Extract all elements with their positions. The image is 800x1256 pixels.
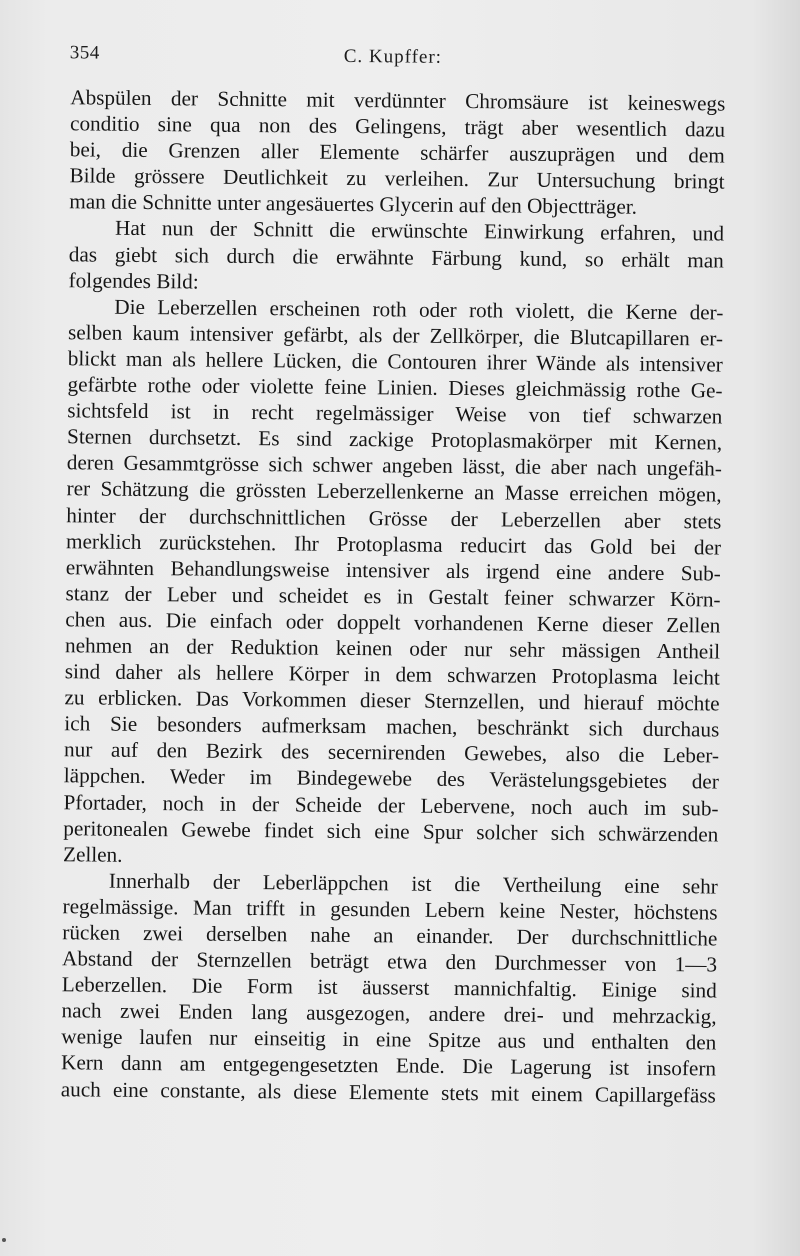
running-head: C. Kupffer: bbox=[343, 45, 443, 68]
text-line: nur auf den Bezirk des secernirenden Gewebes, also die Leber- bbox=[63, 737, 720, 768]
text-line: Abspülen der Schnitte mit verdünnter Chromsäure ist keineswegs bbox=[70, 85, 726, 116]
scan-speck bbox=[2, 1238, 6, 1242]
text-line: hinter der durchschnittlichen Grösse der Leberzellen aber stets bbox=[66, 502, 722, 534]
text-line: Zellen. bbox=[62, 841, 123, 867]
text-line: chen aus. Die einfach oder doppelt vorhandenen Kerne dieser Zellen bbox=[65, 607, 721, 638]
text-line: deren Gesammtgrösse sich schwer angeben lässt, die aber nach ungefäh- bbox=[66, 450, 722, 481]
text-line: das giebt sich durch die erwähnte Färbung kund, so erhält man bbox=[68, 241, 724, 273]
text-line: Leberzellen. Die Form ist äusserst mannichfaltig. Einige sind bbox=[61, 972, 717, 1003]
text-line: blickt man als hellere Lücken, die Contouren ihrer Wände als intensiver bbox=[67, 346, 723, 377]
text-line: zu erblicken. Das Vorkommen dieser Sternzellen, und hierauf möchte bbox=[64, 685, 720, 716]
text-line: conditio sine qua non des Gelingens, trägt aber wesentlich dazu bbox=[69, 111, 726, 142]
text-line: wenige laufen nur einseitig in eine Spitze aus und enthalten den bbox=[61, 1024, 717, 1055]
text-line: selben kaum intensiver gefärbt, als der Zellkörper, die Blutcapillaren er- bbox=[67, 320, 724, 351]
text-line: stanz der Leber und scheidet es in Gestalt feiner schwarzer Körn- bbox=[65, 581, 721, 612]
text-line: auch eine constante, als diese Elemente stets mit einem Capillargefäss bbox=[60, 1076, 716, 1108]
text-line: rer Schätzung die grössten Leberzellenkerne an Masse erreichen mögen, bbox=[66, 476, 722, 507]
text-line: gefärbte rothe oder violette feine Linien. Dieses gleichmässig rothe Ge- bbox=[67, 372, 723, 403]
text-line: Kern dann am entgegengesetzten Ende. Die Lagerung ist insofern bbox=[60, 1050, 717, 1081]
page-number: 354 bbox=[69, 42, 100, 64]
text-line: Pfortader, noch in der Scheide der Lebervene, noch auch im sub- bbox=[63, 789, 719, 821]
page-header bbox=[44, 30, 759, 77]
text-line: Hat nun der Schnitt die erwünschte Einwirkung erfahren, und bbox=[114, 216, 725, 247]
text-line: folgendes Bild: bbox=[68, 267, 199, 294]
text-line: nehmen an der Reduktion keinen oder nur sehr mässigen Antheil bbox=[64, 633, 721, 664]
text-line: bei, die Grenzen aller Elemente schärfer auszuprägen und dem bbox=[69, 137, 725, 168]
text-line: man die Schnitte unter angesäuertes Glycerin auf den Objectträger. bbox=[69, 189, 638, 220]
body-text bbox=[61, 84, 726, 1108]
printed-sheet bbox=[33, 30, 759, 1232]
text-line: merklich zurückstehen. Ihr Protoplasma reducirt das Gold bei der bbox=[65, 528, 722, 560]
text-line: rücken zwei derselben nahe an einander. Der durchschnittliche bbox=[62, 920, 718, 951]
text-line: Die Leberzellen erscheinen roth oder roth violett, die Kerne der- bbox=[114, 294, 724, 325]
text-line: Abstand der Sternzellen beträgt etwa den Durchmesser von 1—3 bbox=[61, 946, 718, 977]
text-line: Sternen durchsetzt. Es sind zackige Protoplasmakörper mit Kernen, bbox=[66, 424, 723, 455]
text-line: regelmässige. Man trifft in gesunden Lebern keine Nester, höchstens bbox=[62, 894, 718, 925]
text-line: sichtsfeld ist in recht regelmässiger Weise von tief schwarzen bbox=[67, 398, 723, 429]
text-line: sind daher als hellere Körper in dem schwarzen Protoplasma leicht bbox=[64, 659, 720, 690]
text-line: Bilde grössere Deutlichkeit zu verleihen. Zur Untersuchung bringt bbox=[69, 163, 725, 194]
text-line: ich Sie besonders aufmerksam machen, beschränkt sich durchaus bbox=[64, 711, 720, 742]
text-line: nach zwei Enden lang ausgezogen, andere drei- und mehrzackig, bbox=[61, 998, 717, 1029]
text-line: Innerhalb der Leberläppchen ist die Vertheilung eine sehr bbox=[108, 868, 718, 899]
text-line: erwähnten Behandlungsweise intensiver als irgend eine andere Sub- bbox=[65, 554, 721, 586]
text-line: läppchen. Weder im Bindegewebe des Verästelungsgebietes der bbox=[63, 763, 719, 794]
text-line: peritonealen Gewebe findet sich eine Spur solcher sich schwärzenden bbox=[63, 815, 719, 847]
